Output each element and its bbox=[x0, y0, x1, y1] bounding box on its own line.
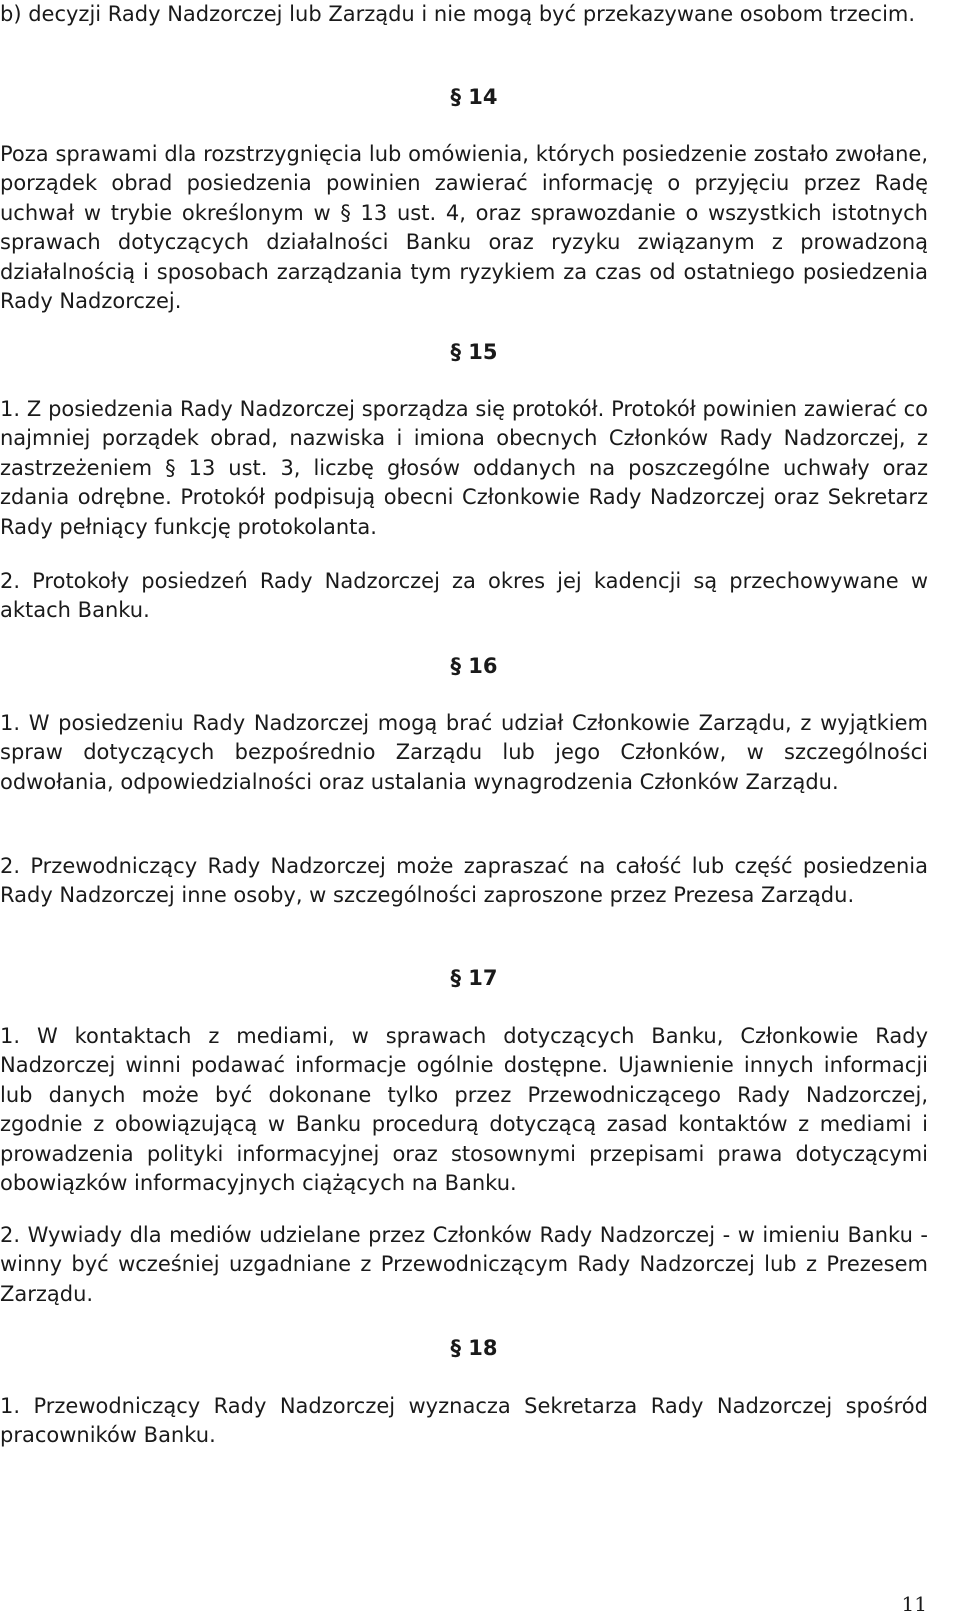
section-14-paragraph-1: Poza sprawami dla rozstrzygnięcia lub omówienia, których posiedzenie zostało zwołane, porządek obrad posiedzenia powinien zawierać informację o przyjęciu przez Radę uchwał w trybie określonym w § 13 ust. 4, oraz sprawozdanie o wszystkich istotnych sprawach dotyczących działalności Banku oraz ryzyku związanym z prowadzoną działalnością i sposobach zarządzania tym ryzykiem za czas od ostatniego posiedzenia Rady Nadzorczej. bbox=[0, 142, 928, 314]
section-17-paragraph-2: 2. Wywiady dla mediów udzielane przez Członków Rady Nadzorczej - w imieniu Banku - winny być wcześniej uzgadniane z Przewodniczącym Rady Nadzorczej lub z Prezesem Zarządu. bbox=[0, 1223, 928, 1306]
section-heading-18: § 18 bbox=[450, 1336, 498, 1360]
page-number: 11 bbox=[901, 1592, 927, 1616]
section-16-paragraph-2: 2. Przewodniczący Rady Nadzorczej może zapraszać na całość lub część posiedzenia Rady Nadzorczej inne osoby, w szczególności zaproszone przez Prezesa Zarządu. bbox=[0, 854, 928, 908]
section-16-paragraph-1: 1. W posiedzeniu Rady Nadzorczej mogą brać udział Członkowie Zarządu, z wyjątkiem spraw dotyczących bezpośrednio Zarządu lub jego Członków, w szczególności odwołania, odpowiedzialności oraz ustalania wynagrodzenia Członków Zarządu. bbox=[0, 711, 928, 794]
intro-paragraph: b) decyzji Rady Nadzorczej lub Zarządu i nie mogą być przekazywane osobom trzecim. bbox=[0, 2, 916, 26]
section-heading-17: § 17 bbox=[450, 966, 498, 990]
section-15-paragraph-1: 1. Z posiedzenia Rady Nadzorczej sporządza się protokół. Protokół powinien zawierać co najmniej porządek obrad, nazwiska i imiona obecnych Członków Rady Nadzorczej, z zastrzeżeniem § 13 ust. 3, liczbę głosów oddanych na poszczególne uchwały oraz zdania odrębne. Protokół podpisują obecni Członkowie Rady Nadzorczej oraz Sekretarz Rady pełniący funkcję protokolanta. bbox=[0, 397, 928, 539]
section-heading-15: § 15 bbox=[450, 340, 498, 364]
section-18-paragraph-1: 1. Przewodniczący Rady Nadzorczej wyznacza Sekretarza Rady Nadzorczej spośród pracowników Banku. bbox=[0, 1394, 928, 1448]
section-15-paragraph-2: 2. Protokoły posiedzeń Rady Nadzorczej za okres jej kadencji są przechowywane w aktach Banku. bbox=[0, 569, 928, 623]
section-heading-14: § 14 bbox=[450, 85, 498, 109]
section-heading-16: § 16 bbox=[450, 654, 498, 678]
section-17-paragraph-1: 1. W kontaktach z mediami, w sprawach dotyczących Banku, Członkowie Rady Nadzorczej winni podawać informacje ogólnie dostępne. Ujawnienie innych informacji lub danych może być dokonane tylko przez Przewodniczącego Rady Nadzorczej, zgodnie z obowiązującą w Banku procedurą dotyczącą zasad kontaktów z mediami i prowadzenia polityki informacyjnej oraz stosownymi przepisami prawa dotyczącymi obowiązków informacyjnych ciążących na Banku. bbox=[0, 1024, 928, 1196]
